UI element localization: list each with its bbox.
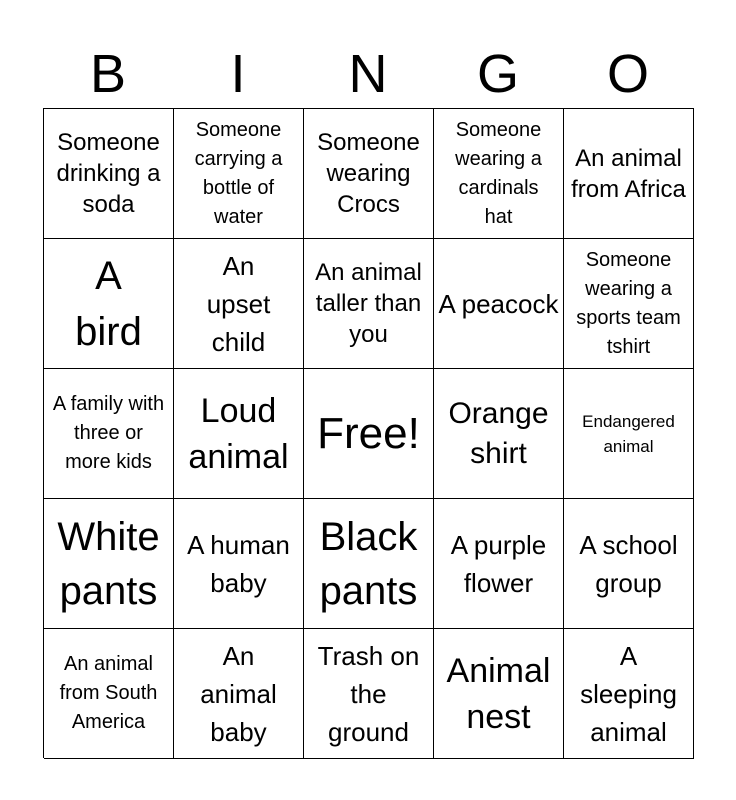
cell-text: Someone wearing a sports team tshirt xyxy=(576,248,681,358)
bingo-cell[interactable] xyxy=(174,499,304,629)
cell-text: A family with three or more kids xyxy=(52,393,165,473)
cell-text: Black pants xyxy=(319,514,418,613)
cell-text: Someone carrying a bottle of water xyxy=(194,118,283,228)
cell-text: Animal nest xyxy=(446,651,551,736)
bingo-cell[interactable] xyxy=(174,369,304,499)
cell-text: An upset child xyxy=(206,250,271,357)
cell-text: Orange shirt xyxy=(448,396,549,470)
cell-text: An animal baby xyxy=(200,640,277,747)
cell-text: Trash on the ground xyxy=(317,640,420,747)
bingo-cell[interactable] xyxy=(434,109,564,239)
bingo-board xyxy=(43,108,694,758)
bingo-cell[interactable] xyxy=(304,629,434,759)
cell-text: An animal from South America xyxy=(59,653,158,733)
cell-text: An animal taller than you xyxy=(315,259,422,348)
bingo-cell[interactable] xyxy=(304,109,434,239)
bingo-cell[interactable] xyxy=(304,369,434,499)
bingo-cell[interactable] xyxy=(564,239,694,369)
bingo-cell[interactable] xyxy=(44,239,174,369)
cell-text: A peacock xyxy=(438,288,559,319)
bingo-cell[interactable] xyxy=(174,629,304,759)
cell-text: A purple flower xyxy=(450,529,547,598)
bingo-cell[interactable] xyxy=(304,239,434,369)
bingo-cell[interactable] xyxy=(564,499,694,629)
bingo-cell[interactable] xyxy=(434,629,564,759)
bingo-cell[interactable] xyxy=(304,499,434,629)
cell-text: A sleeping animal xyxy=(580,640,677,747)
bingo-cell[interactable] xyxy=(174,239,304,369)
cell-text: A school group xyxy=(579,529,678,598)
cell-text: Free! xyxy=(317,408,420,458)
bingo-cell[interactable] xyxy=(564,369,694,499)
bingo-cell[interactable] xyxy=(174,109,304,239)
header-letter-g: G xyxy=(476,44,519,104)
cell-text: Endangered animal xyxy=(582,411,675,456)
header-letter-i: I xyxy=(230,44,246,104)
bingo-cell[interactable] xyxy=(434,369,564,499)
cell-text: Loud animal xyxy=(188,391,289,476)
bingo-cell[interactable] xyxy=(434,239,564,369)
cell-text: A human baby xyxy=(187,529,290,598)
bingo-cell[interactable] xyxy=(44,499,174,629)
bingo-cell[interactable] xyxy=(44,629,174,759)
cell-text: Someone wearing a cardinals hat xyxy=(455,118,542,228)
cell-text: A bird xyxy=(75,253,142,354)
cell-text: Someone drinking a soda xyxy=(56,129,161,218)
cell-text: White pants xyxy=(57,514,160,613)
bingo-header xyxy=(43,40,693,108)
header-letter-b: B xyxy=(89,44,127,104)
cell-text: Someone wearing Crocs xyxy=(317,129,420,218)
bingo-cell[interactable] xyxy=(564,109,694,239)
header-letter-o: O xyxy=(606,44,649,104)
bingo-cell[interactable] xyxy=(434,499,564,629)
header-letter-n: N xyxy=(348,44,388,104)
cell-text: An animal from Africa xyxy=(571,144,686,203)
bingo-cell[interactable] xyxy=(44,369,174,499)
bingo-cell[interactable] xyxy=(44,109,174,239)
bingo-cell[interactable] xyxy=(564,629,694,759)
